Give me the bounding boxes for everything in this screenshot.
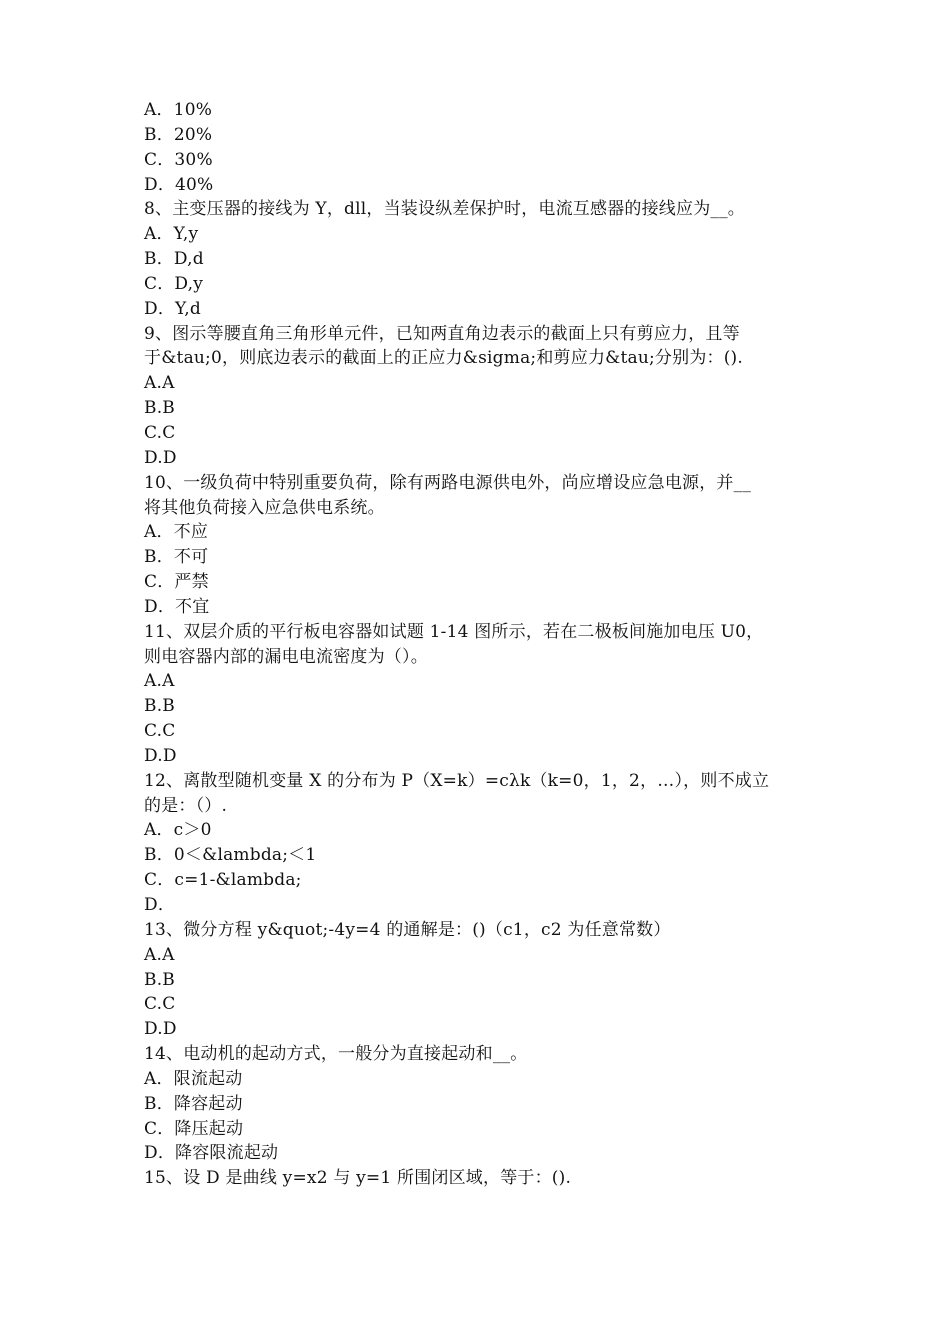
option-c: C．严禁 [144, 572, 209, 593]
option-b: B．D,d [144, 249, 204, 270]
option-c: C．D,y [144, 273, 204, 294]
question-14: 14、电动机的起动方式，一般分为直接起动和__。 [144, 1044, 528, 1065]
option-c: C.C [144, 422, 176, 443]
option-c: C．降压起动 [144, 1118, 244, 1139]
option-c: C.C [144, 721, 176, 742]
question-12-line-2: 的是：（）. [144, 795, 228, 816]
question-13: 13、微分方程 y&quot;-4y=4 的通解是：()（c1，c2 为任意常数） [144, 919, 671, 940]
option-a: A.A [144, 671, 175, 692]
option-c: C．30% [144, 149, 213, 170]
question-10-line-2: 将其他负荷接入应急供电系统。 [144, 497, 385, 518]
option-b: B．不可 [144, 547, 209, 568]
option-a: A．10% [144, 100, 213, 120]
option-c: C.C [144, 994, 176, 1015]
question-9-line-1: 9、图示等腰直角三角形单元件，已知两直角边表示的截面上只有剪应力，且等 [144, 323, 740, 344]
question-15: 15、设 D 是曲线 y=x2 与 y=1 所围闭区域，等于：(). [144, 1168, 572, 1189]
option-d: D．降容限流起动 [144, 1143, 279, 1164]
question-9-line-2: 于&tau;0，则底边表示的截面上的正应力&sigma;和剪应力&tau;分别为：(). [144, 348, 743, 369]
option-b: B.B [144, 696, 175, 717]
option-a: A．限流起动 [144, 1068, 243, 1089]
option-b: B.B [144, 969, 175, 990]
option-b: B.B [144, 398, 175, 419]
option-b: B．降容起动 [144, 1093, 243, 1114]
question-11-line-2: 则电容器内部的漏电电流密度为（）。 [144, 646, 428, 667]
option-a: A．Y,y [144, 224, 199, 245]
option-d: D.D [144, 745, 177, 766]
option-d: D． [144, 895, 176, 915]
document-page [144, 98, 814, 1191]
option-a: A．不应 [144, 522, 209, 543]
option-d: D．Y,d [144, 298, 201, 319]
question-8: 8、主变压器的接线为 Y，dll，当装设纵差保护时，电流互感器的接线应为__。 [144, 199, 745, 220]
option-a: A.A [144, 944, 175, 965]
question-10-line-1: 10、一级负荷中特别重要负荷，除有两路电源供电外，尚应增设应急电源，并__ [144, 472, 752, 493]
question-11-line-1: 11、双层介质的平行板电容器如试题 1-14 图所示，若在二极板间施加电压 U0， [144, 621, 764, 642]
option-b: B．20% [144, 124, 213, 145]
option-a: A．c＞0 [144, 820, 212, 841]
option-a: A.A [144, 373, 175, 394]
option-b: B．0＜&lambda;＜1 [144, 845, 317, 866]
option-d: D．40% [144, 174, 214, 195]
option-d: D.D [144, 1019, 177, 1040]
option-d: D．不宜 [144, 596, 210, 617]
question-12-line-1: 12、离散型随机变量 X 的分布为 P（X=k）=cλk（k=0，1，2，…），则不成立 [144, 770, 770, 791]
option-c: C．c=1-&lambda; [144, 870, 302, 891]
option-d: D.D [144, 447, 177, 468]
